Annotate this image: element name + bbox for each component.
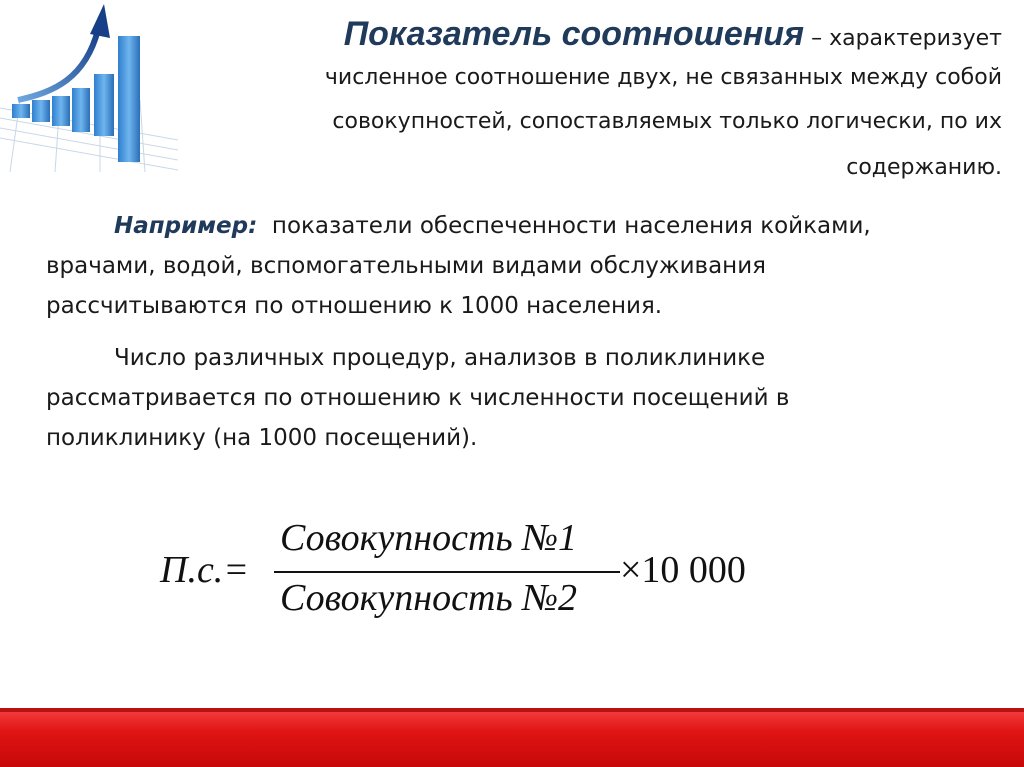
heading-rest: – характеризует — [804, 26, 1002, 51]
example-line-1 — [46, 206, 986, 246]
definition-line-2: совокупностей, сопоставляемых только логически, по их — [332, 109, 1002, 134]
example-lead: Например: — [114, 213, 258, 239]
formula-numerator: Совокупность №1 — [280, 517, 578, 559]
example2-line-1-text: Число различных процедур, анализов в поликлинике — [114, 345, 766, 371]
definition-line-1: численное соотношение двух, не связанных между собой — [324, 65, 1002, 90]
example-paragraph — [46, 206, 986, 326]
example-line-2: врачами, водой, вспомогательными видами обслуживания — [46, 253, 767, 279]
example-line-1-text: показатели обеспеченности населения койками, — [257, 213, 871, 239]
example2-line-2: рассматривается по отношению к численности посещений в — [46, 385, 790, 411]
heading-title: Показатель соотношения — [343, 15, 805, 53]
example2-paragraph — [46, 338, 986, 458]
formula-denominator: Совокупность №2 — [280, 577, 578, 619]
formula-lhs: П.с.= — [160, 549, 249, 591]
fraction-bar — [274, 571, 620, 573]
example2-line-3: поликлинику (на 1000 посещений). — [46, 425, 478, 451]
growth-bar-chart-icon — [0, 0, 178, 172]
example2-line-1 — [46, 338, 986, 378]
definition-line-3: содержанию. — [846, 155, 1002, 180]
example-line-3: рассчитываются по отношению к 1000 населения. — [46, 293, 663, 319]
ratio-formula — [160, 516, 780, 626]
formula-multiplier: ×10 000 — [620, 549, 746, 591]
bottom-red-band — [0, 712, 1024, 767]
slide-heading — [344, 12, 1002, 61]
